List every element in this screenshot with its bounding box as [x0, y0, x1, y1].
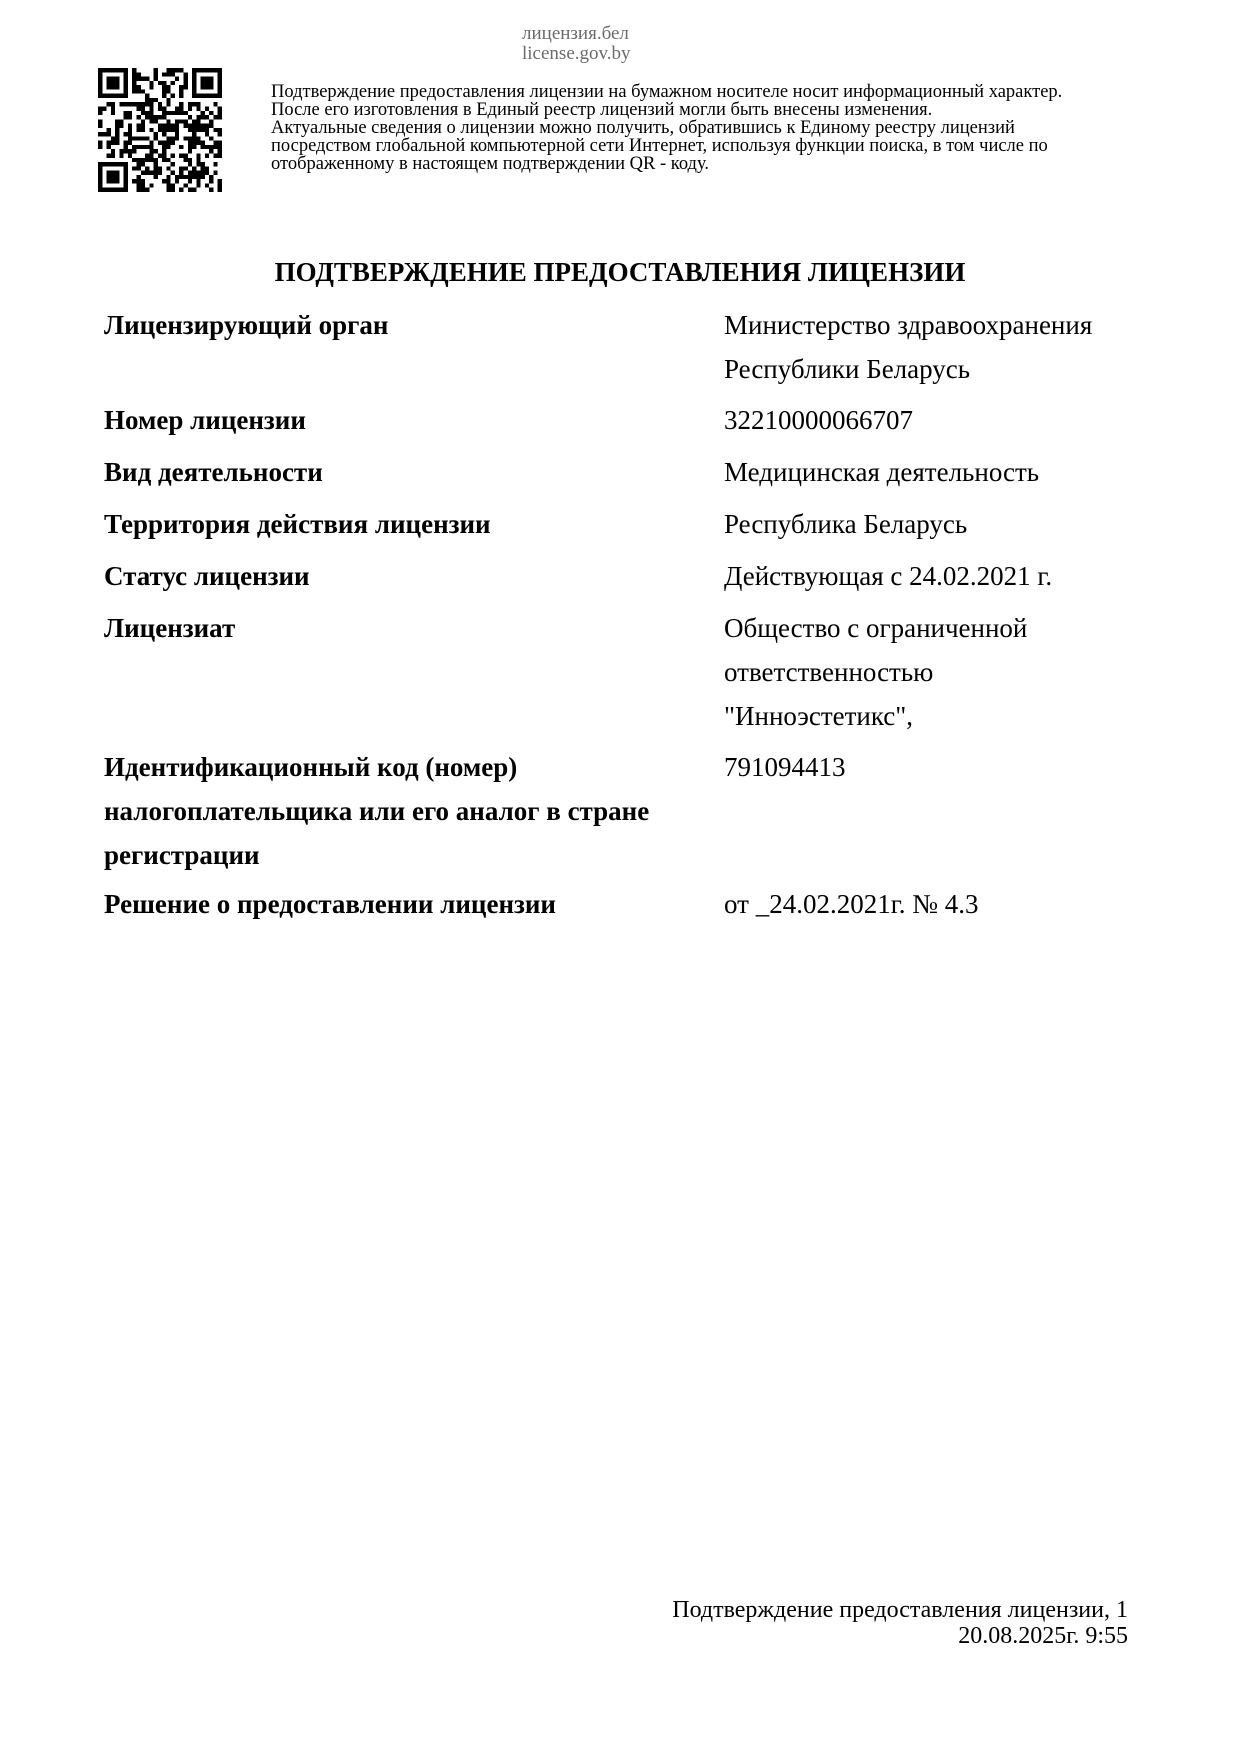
field-value: Действующая с 24.02.2021 г.	[724, 561, 1053, 591]
footer-timestamp: 20.08.2025г. 9:55	[958, 1623, 1128, 1649]
notice-line: посредством глобальной компьютерной сети Интернет, используя функции поиска, в том числе по	[271, 136, 1048, 156]
notice-line: Актуальные сведения о лицензии можно получить, обратившись к Единому реестру лицензий	[271, 118, 1015, 138]
notice-line: После его изготовления в Единый реестр лицензий могли быть внесены изменения.	[271, 100, 933, 120]
footer-page-label: Подтверждение предоставления лицензии, 1	[672, 1597, 1128, 1623]
field-value: Медицинская деятельность	[724, 457, 1040, 487]
field-value: Общество с ограниченной ответственностью "Инноэстетикс",	[724, 613, 1028, 731]
field-value: от _24.02.2021г. № 4.3	[724, 889, 979, 919]
notice-line: отображенному в настоящем подтверждении QR - коду.	[271, 154, 709, 174]
field-label: Лицензиат	[104, 613, 236, 643]
qr-code-icon	[98, 68, 222, 192]
field-label: Решение о предоставлении лицензии	[104, 889, 556, 919]
field-value: 791094413	[724, 752, 846, 782]
field-value: 32210000066707	[724, 405, 913, 435]
field-label: Лицензирующий орган	[104, 310, 389, 340]
notice-line: Подтверждение предоставления лицензии на бумажном носителе носит информационный характер.	[271, 82, 1063, 102]
field-label: Статус лицензии	[104, 561, 310, 591]
page-footer	[672, 1597, 1128, 1649]
field-label: Идентификационный код (номер) налогоплательщика или его аналог в стране регистрации	[104, 752, 650, 870]
field-label: Номер лицензии	[104, 405, 306, 435]
field-value: Министерство здравоохранения Республики Беларусь	[724, 310, 1093, 384]
site-link-gov-by[interactable]: license.gov.by	[522, 43, 631, 64]
field-value: Республика Беларусь	[724, 509, 968, 539]
field-label: Территория действия лицензии	[104, 509, 491, 539]
document-title: ПОДТВЕРЖДЕНИЕ ПРЕДОСТАВЛЕНИЯ ЛИЦЕНЗИИ	[274, 257, 966, 287]
site-link-by-cyrillic[interactable]: лицензия.бел	[522, 23, 629, 44]
field-label: Вид деятельности	[104, 457, 323, 487]
disclaimer-notice	[271, 83, 1171, 173]
site-links	[522, 24, 631, 64]
